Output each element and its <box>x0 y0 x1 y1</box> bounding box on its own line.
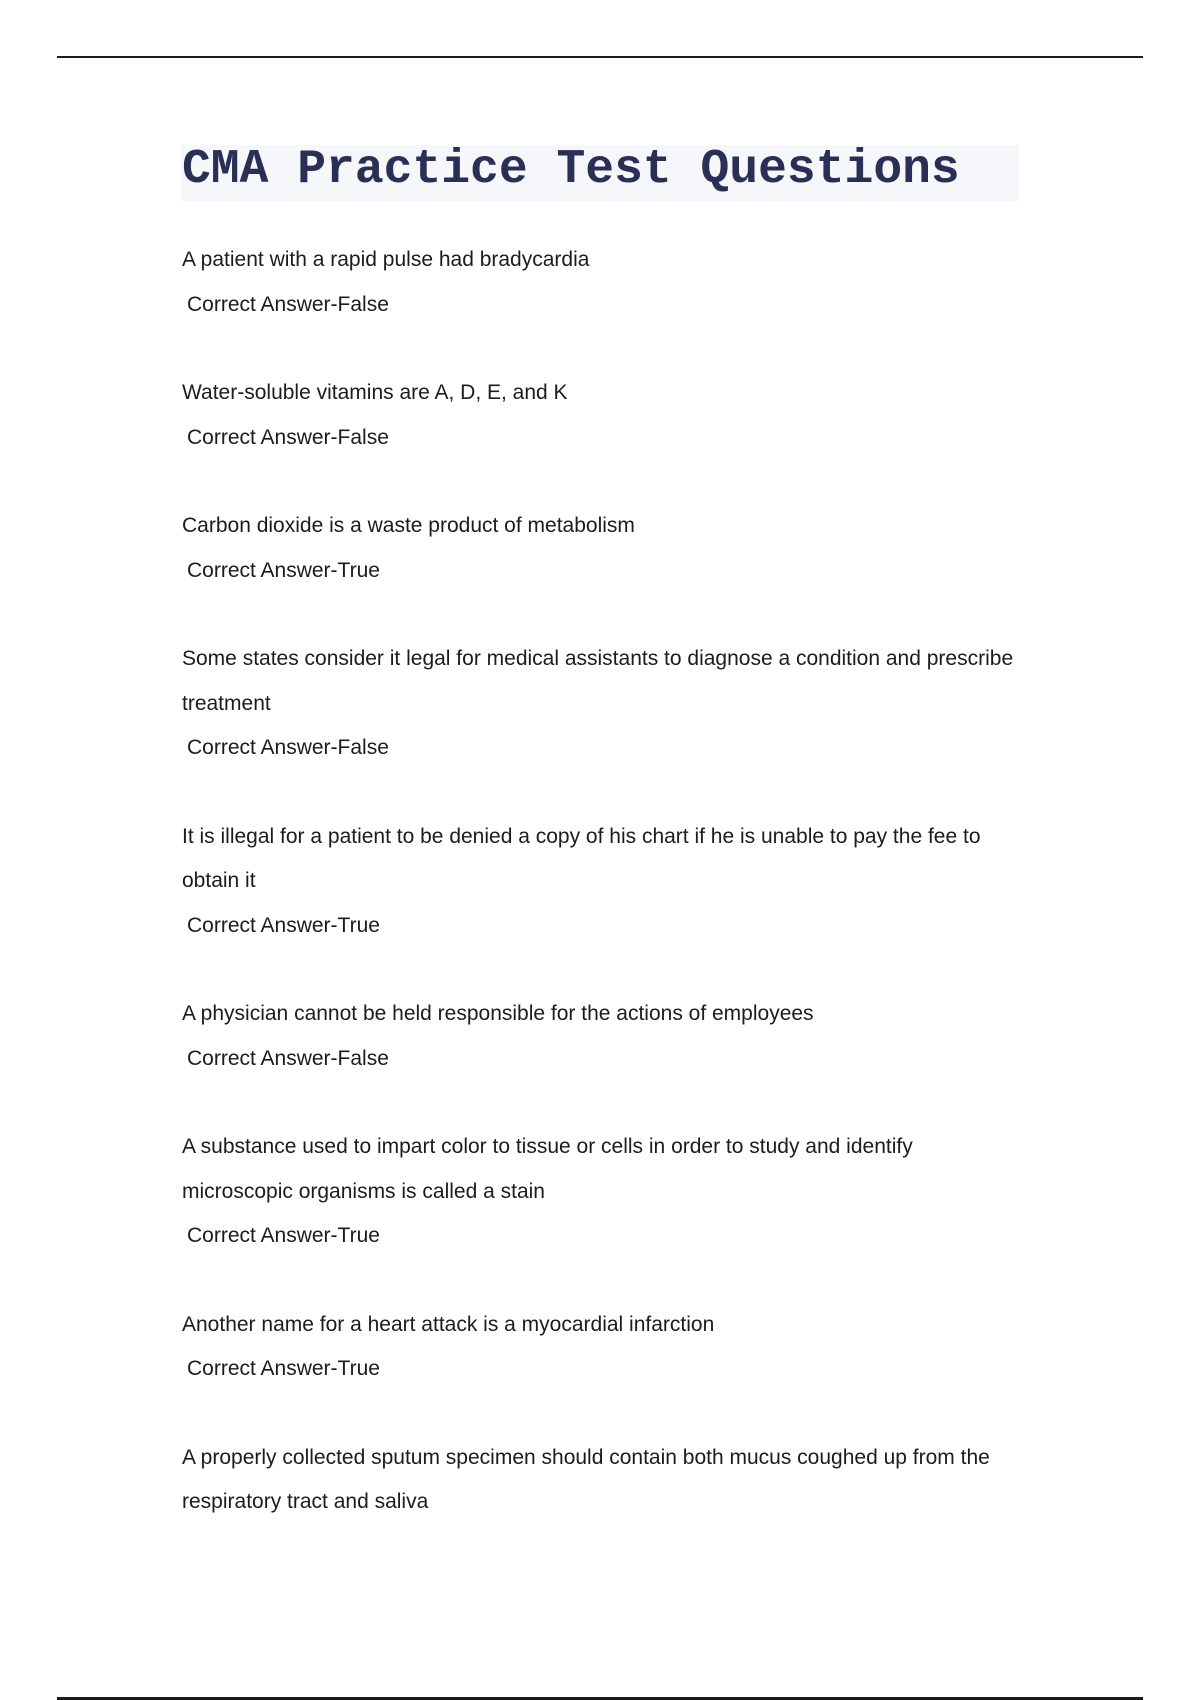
question-item <box>182 815 1022 949</box>
question-text: Some states consider it legal for medical assistants to diagnose a condition and prescribe treatment <box>182 647 1014 715</box>
answer-text: Correct Answer-True <box>187 1224 380 1247</box>
question-item <box>182 1125 1022 1259</box>
question-item <box>182 637 1022 771</box>
question-list <box>182 238 1022 1569</box>
question-item <box>182 992 1022 1081</box>
top-rule <box>57 56 1143 58</box>
question-item <box>182 371 1022 460</box>
answer-text: Correct Answer-False <box>187 292 389 316</box>
answer-text: Correct Answer-False <box>187 736 389 759</box>
question-text: A patient with a rapid pulse had bradycardia <box>182 248 590 271</box>
answer-text: Correct Answer-False <box>187 1046 389 1070</box>
answer-text: Correct Answer-True <box>187 1357 380 1380</box>
question-item <box>182 504 1022 593</box>
answer-text: Correct Answer-True <box>187 913 380 937</box>
question-text: Another name for a heart attack is a myocardial infarction <box>182 1312 715 1336</box>
question-text: A properly collected sputum specimen should contain both mucus coughed up from the respiratory tract and saliva <box>182 1445 990 1513</box>
question-text: A substance used to impart color to tissue or cells in order to study and identify microscopic organisms is called a stain <box>182 1135 913 1203</box>
page-title: CMA Practice Test Questions <box>182 143 960 197</box>
question-item <box>182 1436 1022 1525</box>
answer-text: Correct Answer-True <box>187 558 380 582</box>
question-text: It is illegal for a patient to be denied a copy of his chart if he is unable to pay the fee to obtain it <box>182 824 981 892</box>
question-text: Water-soluble vitamins are A, D, E, and K <box>182 381 568 404</box>
question-item <box>182 1303 1022 1392</box>
question-text: Carbon dioxide is a waste product of metabolism <box>182 514 635 537</box>
question-item <box>182 238 1022 327</box>
question-text: A physician cannot be held responsible for the actions of employees <box>182 1002 814 1025</box>
answer-text: Correct Answer-False <box>187 425 389 449</box>
